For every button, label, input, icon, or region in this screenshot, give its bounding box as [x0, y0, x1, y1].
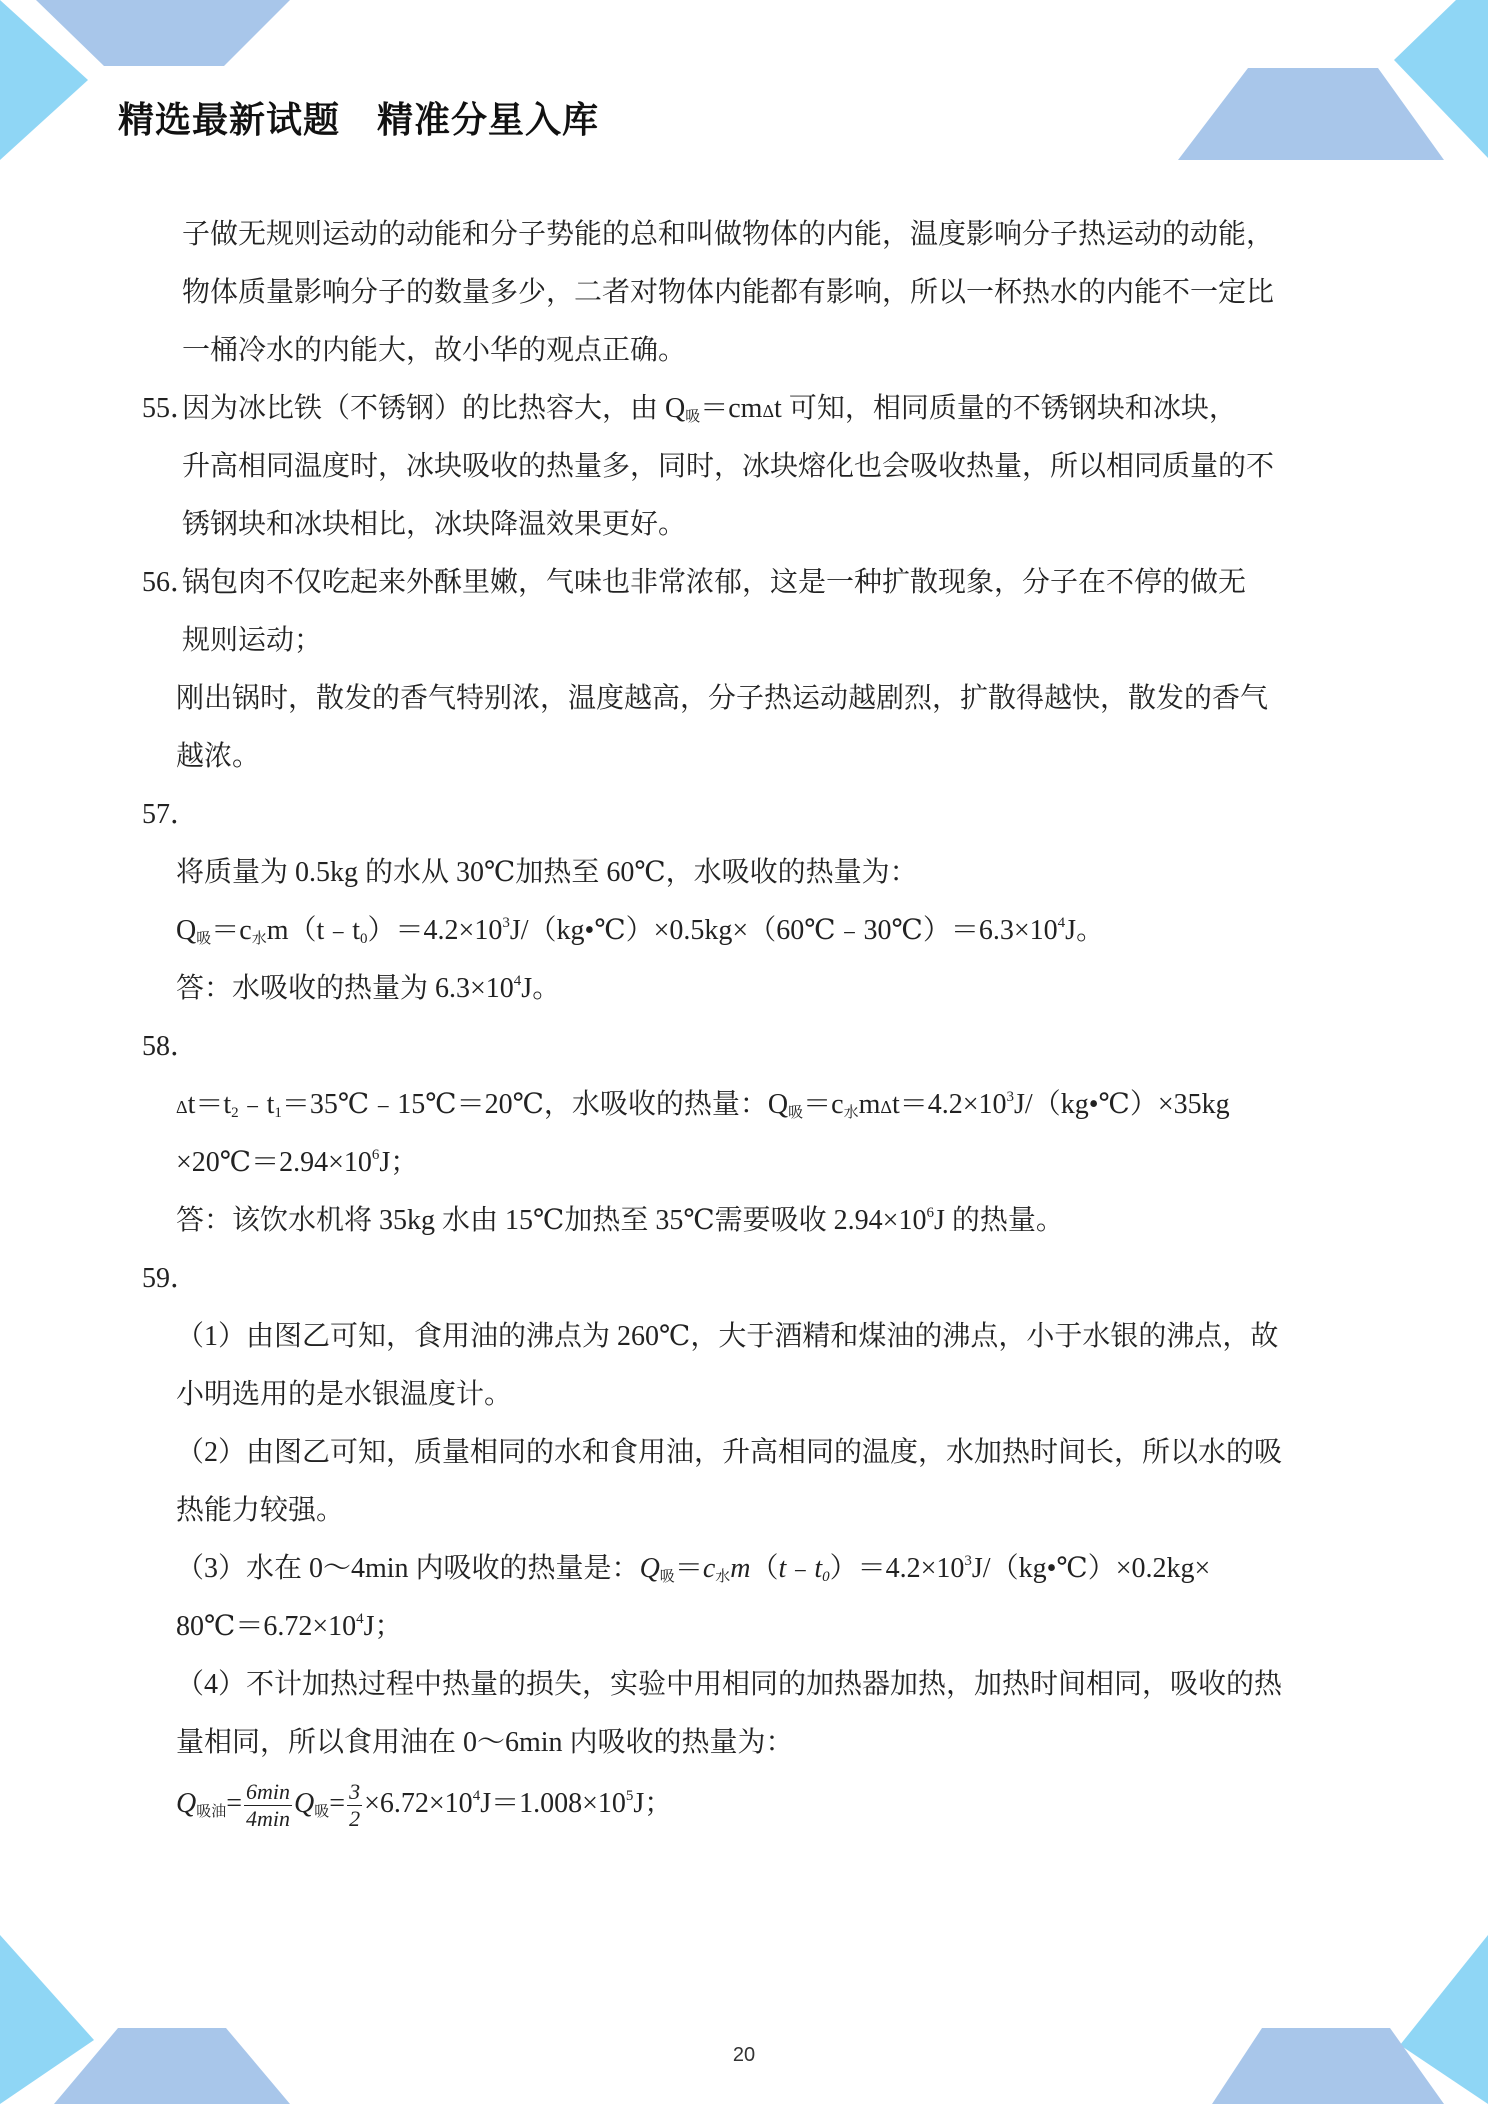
- p59-number: 59．: [142, 1263, 199, 1294]
- p56-line4: 越浓。: [176, 741, 261, 772]
- delta-symbol: Δ: [762, 401, 775, 421]
- item-number: 55．: [142, 393, 199, 424]
- p54-line3: 一桶冷水的内能大，故小华的观点正确。: [182, 335, 687, 366]
- p56-line2: 规则运动；: [182, 625, 323, 656]
- p58-number: 58．: [142, 1031, 199, 1062]
- p57-number: 57．: [142, 799, 199, 830]
- p56-line1: 56．锅包肉不仅吃起来外酥里嫩，气味也非常浓郁，这是一种扩散现象，分子在不停的做无: [142, 554, 1352, 612]
- fraction: $\frac{6\min}{4\min}$: [246, 1779, 291, 1832]
- p57-formula: $Q_吸=c_水m(t﹣t_0)=4.2\times 10^3J/(kg•℃)\times 0.5kg\times(60℃﹣30℃)=6.3\times 10^4J$。: [176, 915, 1105, 947]
- delta-symbol: Δ: [880, 1097, 892, 1117]
- fraction: $\frac{3}{2}$: [349, 1779, 361, 1832]
- p59-s1-line1: （1）由图乙可知，食用油的沸点为 260℃，大于酒精和煤油的沸点，小于水银的沸点，故: [176, 1321, 1279, 1352]
- p55-line1: 55．因为冰比铁（不锈钢）的比热容大，由 $Q_吸=cm\Delta t$ 可知，相同质量的不锈钢块和冰块，: [142, 380, 1352, 438]
- p59-formula: $Q_{吸油}=$ $\frac{6\min}{4\min}$ $Q_吸=$ $\frac{3}{2}$ $\times 6.72\times 10^4J=1.008\times 10^5J$；: [176, 1779, 673, 1832]
- p54-line2: 物体质量影响分子的数量多少，二者对物体内能都有影响，所以一杯热水的内能不一定比: [182, 277, 1275, 308]
- answer-content: [142, 206, 1352, 1836]
- top-left-trapezoid: [36, 0, 290, 66]
- header-title: 精选最新试题 精准分星入库: [118, 100, 600, 141]
- p55-line2: 升高相同温度时，冰块吸收的热量多，同时，冰块熔化也会吸收热量，所以相同质量的不: [182, 451, 1275, 482]
- p56-line3: 刚出锅时，散发的香气特别浓，温度越高，分子热运动越剧烈，扩散得越快，散发的香气: [176, 683, 1269, 714]
- page-number: 20: [732, 2044, 756, 2066]
- p59-s4-line1: （4）不计加热过程中热量的损失，实验中用相同的加热器加热，加热时间相同，吸收的热: [176, 1669, 1283, 1700]
- p59-s2-line1: （2）由图乙可知，质量相同的水和食用油，升高相同的温度，水加热时间长，所以水的吸: [176, 1437, 1283, 1468]
- p59-s3-line2: $80℃=6.72\times 10^4J$；: [176, 1611, 403, 1642]
- p58-answer: 答：该饮水机将 35kg 水由 15℃加热至 35℃需要吸收 $2.94\times 10^6J$ 的热量。: [176, 1205, 1064, 1236]
- p59-s3-line1: （3）水在 0～4min 内吸收的热量是：$Q_吸=c_水m(t﹣t_0)=4.2\times 10^3J/(kg•℃)\times 0.2kg\times$: [176, 1553, 1211, 1585]
- item-number: 56．: [142, 567, 199, 598]
- p57-answer: 答：水吸收的热量为 $6.3\times 10^4J$。: [176, 973, 561, 1004]
- top-right-trapezoid: [1178, 68, 1444, 160]
- p57-line1: 将质量为 0.5kg 的水从 30℃加热至 60℃，水吸收的热量为：: [176, 857, 918, 888]
- p58-formula-cont: $\times 20℃=2.94\times 10^6J$；: [176, 1147, 419, 1178]
- p54-line1: 子做无规则运动的动能和分子势能的总和叫做物体的内能，温度影响分子热运动的动能，: [182, 219, 1275, 250]
- delta-symbol: Δ: [176, 1097, 188, 1117]
- p59-s4-line2: 量相同，所以食用油在 0～6min 内吸收的热量为：: [176, 1727, 794, 1758]
- p58-formula: $\Delta t=t_2﹣t_1=35℃﹣15℃=20℃$，水吸收的热量：$Q_吸=c_水m\Delta t=4.2\times 10^3J/(kg•℃)\times 35kg$: [176, 1089, 1230, 1121]
- p55-line3: 锈钢块和冰块相比，冰块降温效果更好。: [182, 509, 687, 540]
- p59-s1-line2: 小明选用的是水银温度计。: [176, 1379, 513, 1410]
- p59-s2-line2: 热能力较强。: [176, 1495, 345, 1526]
